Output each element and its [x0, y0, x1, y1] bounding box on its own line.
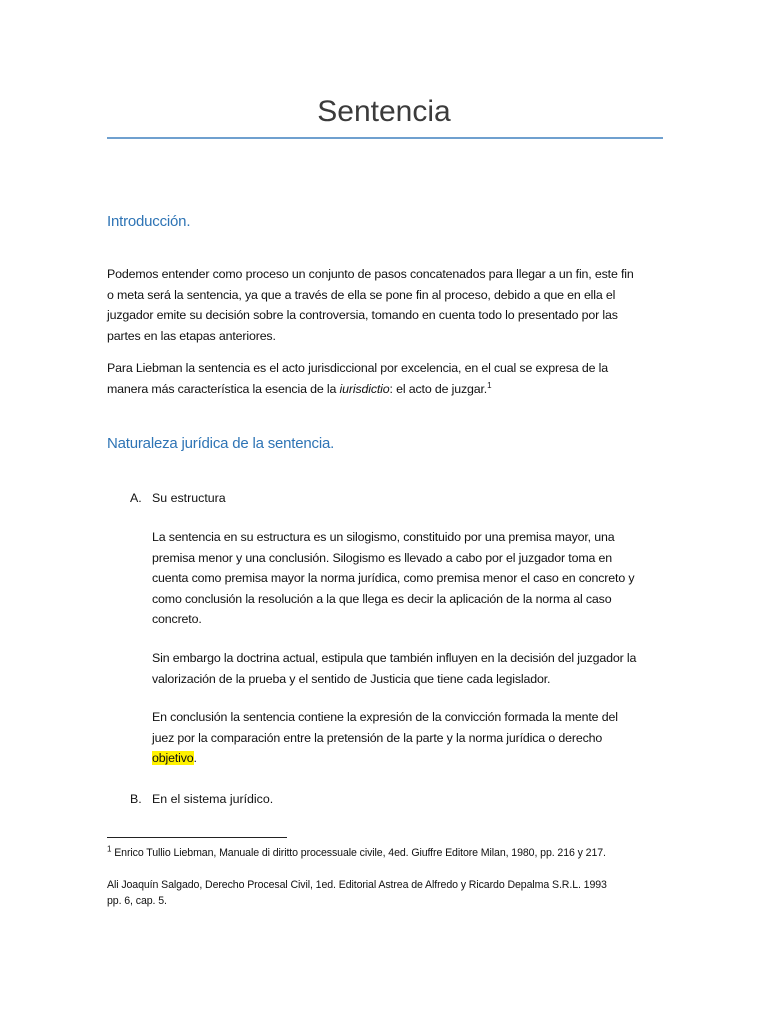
text-line: concreto.: [152, 612, 202, 626]
section-heading-naturaleza: Naturaleza jurídica de la sentencia.: [107, 435, 335, 452]
list-marker: A.: [130, 491, 142, 505]
text-line: partes en las etapas anteriores.: [107, 328, 276, 343]
text-line: juzgador emite su decisión sobre la controversia, tomando en cuenta todo lo presentado por las: [107, 308, 618, 322]
text-line: Para Liebman la sentencia es el acto jurisdiccional por excelencia, en el cual se expresa de la: [107, 361, 608, 375]
text-line: [107, 846, 667, 862]
footnote-text: Enrico Tullio Liebman, Manuale di diritto processuale civile, 4ed. Giuffre Editore Milan, 1980, pp. 216 y 217.: [111, 847, 606, 859]
text-line: En conclusión la sentencia contiene la expresión de la convicción formada la mente del: [152, 710, 618, 724]
italic-term: iurisdictio: [339, 381, 390, 396]
text-fragment: .: [193, 751, 197, 765]
text-line: [152, 748, 667, 769]
estructura-paragraph-3: [152, 707, 667, 769]
footnote-2: [107, 878, 667, 909]
intro-paragraph-2: [107, 358, 667, 399]
highlighted-word: objetivo: [152, 751, 194, 765]
text-fragment: manera más característica la esencia de la: [107, 381, 340, 396]
page-title: Sentencia: [317, 95, 451, 128]
text-line: o meta será la sentencia, ya que a través de ella se pone fin al proceso, debido a que en ella el: [107, 287, 616, 302]
text-line: premisa menor y una conclusión. Silogismo es llevado a cabo por el juzgador toma en: [152, 550, 613, 565]
text-line: Sin embargo la doctrina actual, estipula que también influyen en la decisión del juzgador la: [152, 651, 637, 665]
intro-paragraph-1: [107, 264, 667, 346]
footnote-separator: [107, 837, 287, 838]
list-item-label: En el sistema jurídico.: [152, 792, 274, 806]
text-line: pp. 6, cap. 5.: [107, 894, 167, 907]
text-line: juez por la comparación entre la pretensión de la parte y la norma jurídica o derecho: [152, 730, 603, 745]
section-heading-introduccion: Introducción.: [107, 213, 191, 230]
list-item-label: Su estructura: [152, 491, 226, 505]
list-marker: B.: [130, 792, 142, 806]
text-line: como conclusión la resolución a la que llega es decir la aplicación de la norma al caso: [152, 591, 612, 606]
footnote-number: 1: [107, 844, 112, 854]
text-line: Ali Joaquín Salgado, Derecho Procesal Civil, 1ed. Editorial Astrea de Alfredo y Ricardo Depalma S.R.L. 1993: [107, 879, 607, 891]
estructura-paragraph-1: [152, 527, 667, 630]
list-item-b: [130, 789, 273, 809]
title-underline: [107, 137, 663, 139]
footnote-reference[interactable]: 1: [487, 380, 492, 390]
text-line: Podemos entender como proceso un conjunto de pasos concatenados para llegar a un fin, este fin: [107, 267, 634, 281]
estructura-paragraph-2: [152, 648, 667, 689]
text-line: La sentencia en su estructura es un silogismo, constituido por una premisa mayor, una: [152, 530, 615, 544]
footnote-1: [107, 846, 667, 862]
text-line: cuenta como premisa mayor la norma jurídica, como premisa menor el caso en concreto y: [152, 571, 635, 585]
text-line: valorización de la prueba y el sentido de Justicia que tiene cada legislador.: [152, 671, 551, 686]
text-line: [107, 379, 667, 400]
text-fragment: : el acto de juzgar.: [389, 381, 488, 396]
list-item-a: [130, 488, 226, 508]
